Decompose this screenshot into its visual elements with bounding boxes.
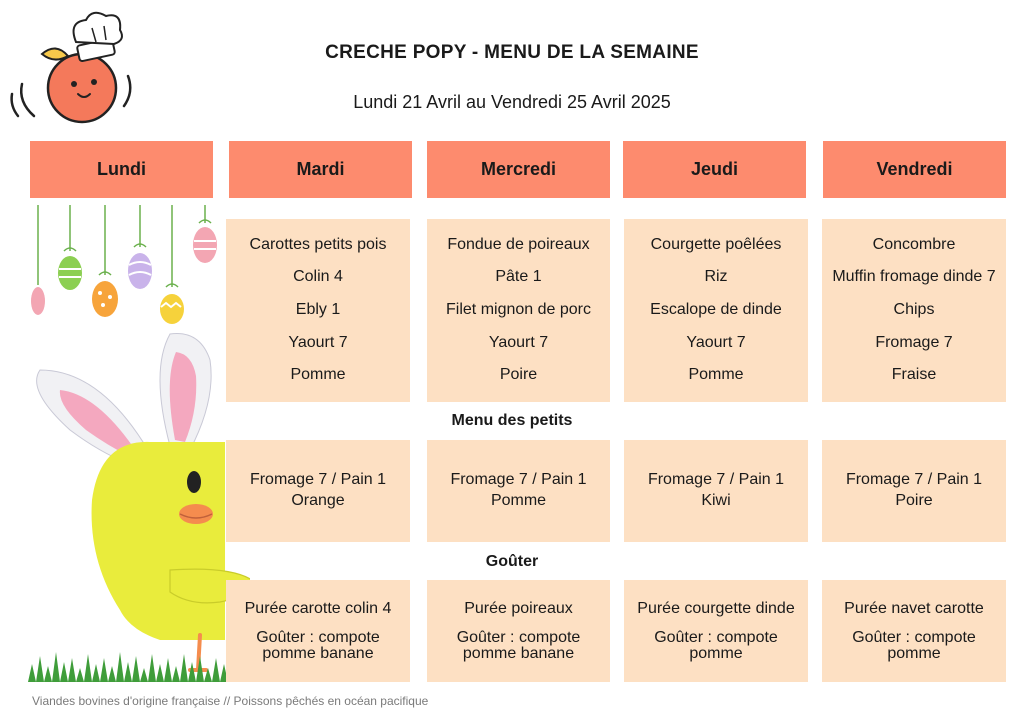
menu-item: pomme <box>887 645 941 663</box>
menu-item: Fromage 7 / Pain 1 <box>845 471 983 489</box>
menu-item: Fromage 7 / Pain 1 <box>647 471 785 489</box>
menu-item: Fromage 7 <box>875 333 953 351</box>
bunny-chick-icon <box>30 330 250 680</box>
menu-item: Orange <box>291 492 345 509</box>
grass-icon <box>28 646 228 682</box>
day-header-vendredi: Vendredi <box>823 141 1006 198</box>
day-header-jeudi: Jeudi <box>623 141 806 198</box>
menu-item: Fondue de poireaux <box>447 235 590 253</box>
day-header-mardi: Mardi <box>229 141 412 198</box>
menu-item: Yaourt 7 <box>288 333 348 351</box>
menu-item: pomme banane <box>462 645 575 663</box>
menu-item: Pomme <box>490 492 547 509</box>
menu-item: Yaourt 7 <box>488 333 549 351</box>
menu-item: Purée navet carotte <box>844 599 984 617</box>
menu-item: Muffin fromage dinde 7 <box>832 268 996 286</box>
lunch-box-jeudi <box>624 219 808 402</box>
menu-item: Poire <box>895 492 933 509</box>
gouter-box-jeudi <box>624 580 808 682</box>
menu-item: Pâte 1 <box>495 268 542 286</box>
menu-item: Ebly 1 <box>295 301 341 319</box>
menu-item: Goûter : compote <box>852 628 976 646</box>
menu-item: Fromage 7 / Pain 1 <box>450 471 587 489</box>
menu-item: Poire <box>499 366 538 384</box>
menu-item: Courgette poêlées <box>650 235 782 253</box>
menu-item: Goûter : compote <box>256 628 380 646</box>
petits-box-vendredi <box>822 440 1006 542</box>
menu-item: Pomme <box>290 366 346 384</box>
lunch-box-mercredi <box>427 219 610 402</box>
menu-item: Colin 4 <box>293 268 343 286</box>
petits-box-jeudi <box>624 440 808 542</box>
menu-item: Yaourt 7 <box>686 333 746 351</box>
menu-item: Carottes petits pois <box>249 235 387 253</box>
menu-item: Filet mignon de porc <box>446 301 591 319</box>
menu-item: Purée courgette dinde <box>637 599 795 617</box>
menu-item: Escalope de dinde <box>650 301 782 319</box>
menu-item: Goûter : compote <box>456 628 581 646</box>
easter-eggs-icon <box>30 205 220 325</box>
petits-box-mercredi <box>427 440 610 542</box>
menu-item: Goûter : compote <box>654 628 778 646</box>
menu-item: Fromage 7 / Pain 1 <box>249 471 387 489</box>
gouter-box-vendredi <box>822 580 1006 682</box>
lunch-box-mardi <box>226 219 410 402</box>
menu-item: Pomme <box>688 366 744 384</box>
lunch-box-vendredi <box>822 219 1006 402</box>
menu-item: pomme banane <box>262 645 374 663</box>
menu-item: Kiwi <box>701 492 731 509</box>
menu-item: Concombre <box>872 235 956 253</box>
page-subtitle: Lundi 21 Avril au Vendredi 25 Avril 2025 <box>353 92 671 112</box>
petits-box-mardi <box>226 440 410 542</box>
menu-item: Chips <box>893 301 935 319</box>
day-header-lundi: Lundi <box>30 141 213 198</box>
footer-note: Viandes bovines d'origine française // Poissons pêchés en océan pacifique <box>32 694 429 708</box>
menu-item: pomme <box>689 645 743 663</box>
menu-item: Purée carotte colin 4 <box>244 599 392 617</box>
section-label-gouter: Goûter <box>485 553 539 570</box>
page-title: CRECHE POPY - MENU DE LA SEMAINE <box>325 42 699 63</box>
menu-item: Purée poireaux <box>464 599 573 617</box>
section-label-petits: Menu des petits <box>451 412 573 429</box>
gouter-box-mercredi <box>427 580 610 682</box>
gouter-box-mardi <box>226 580 410 682</box>
menu-item: Riz <box>704 268 728 286</box>
day-header-mercredi: Mercredi <box>427 141 610 198</box>
menu-item: Fraise <box>891 366 937 384</box>
